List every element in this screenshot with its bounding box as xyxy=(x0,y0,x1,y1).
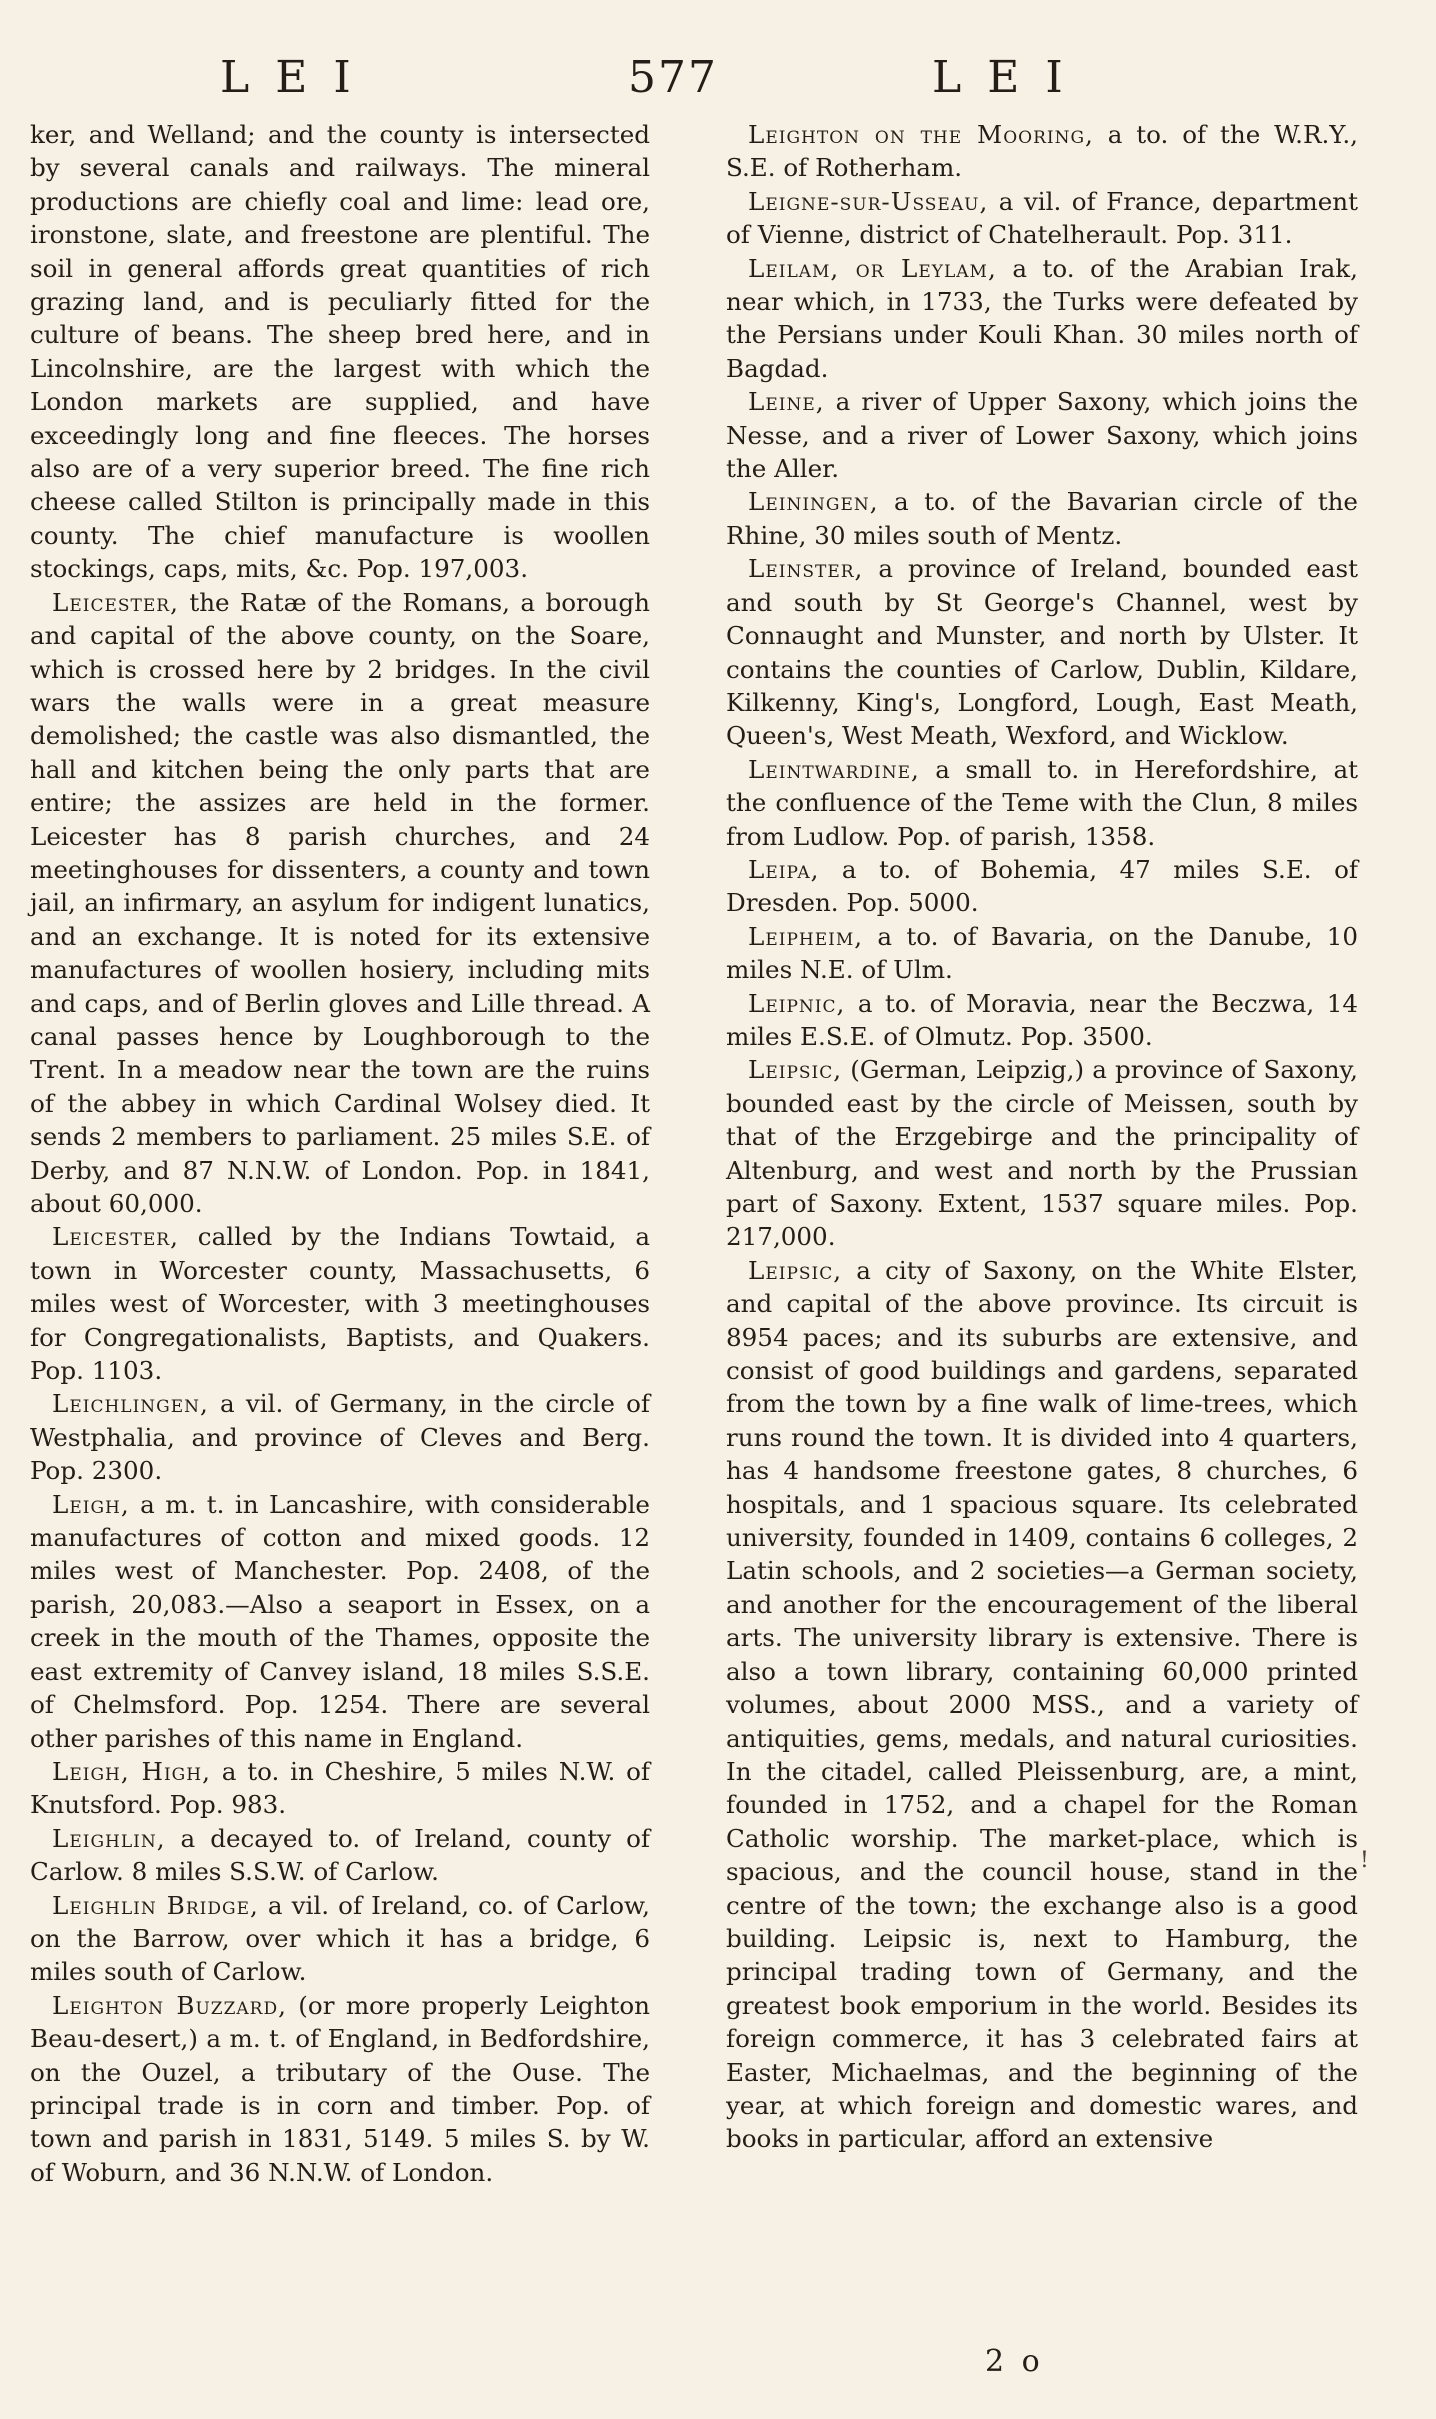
gazetteer-entry xyxy=(726,920,1358,987)
entry-headword: Leilam, or Leylam, xyxy=(748,253,997,283)
entry-headword: Leintwardine, xyxy=(748,754,920,784)
margin-mark: ! xyxy=(1360,1848,1369,1873)
entry-headword: Leipnic, xyxy=(748,988,846,1018)
entry-text: a to. of the Arabian Irak, near which, in 1733, the Turks were defeated by the Persians under Kouli Khan. 30 miles north of Bagdad. xyxy=(726,253,1359,383)
entry-headword: Leipsic, xyxy=(748,1255,843,1285)
gazetteer-entry xyxy=(726,1254,1358,2156)
entry-text: a to. of Bohemia, 47 miles S.E. of Dresden. Pop. 5000. xyxy=(726,854,1358,918)
entry-text: a to. of the W.R.Y., S.E. of Rotherham. xyxy=(726,120,1359,183)
entry-text: a m. t. in Lancashire, with considerable manufactures of cotton and mixed goods. 12 miles west of Manchester. Pop. 2408, of the parish, 20,083.—Also a seaport in Essex, on a creek in the mouth of the Thames, opposite the east extremity of Canvey island, 18 miles S.S.E. of Chelmsford. Pop. 1254. There are several other parishes of this name in England. xyxy=(30,1489,650,1753)
entry-headword: Leigh, xyxy=(52,1489,130,1519)
gazetteer-entry xyxy=(30,1989,650,2189)
gazetteer-entry xyxy=(30,1387,650,1487)
entry-headword: Leighton on the Mooring, xyxy=(748,120,1094,149)
signature-mark: 2 o xyxy=(985,2344,1044,2379)
gazetteer-entry xyxy=(726,552,1358,752)
entry-text: a river of Upper Saxony, which joins the Nesse, and a river of Lower Saxony, which joins the Aller. xyxy=(726,387,1358,484)
page-number: 577 xyxy=(628,52,718,103)
left-column xyxy=(30,118,650,2189)
entry-text: a vil. of Germany, in the circle of Westphalia, and province of Cleves and Berg. Pop. 2300. xyxy=(30,1389,650,1486)
entry-text: the Ratæ of the Romans, a borough and capital of the above county, on the Soare, which is crossed here by 2 bridges. In the civil wars the walls were in a great measure demolished; the castle was also dismantled, the hall and kitchen being the only parts that are entire; the assizes are held in the former. Leicester has 8 parish churches, and 24 meetinghouses for dissenters, a county and town jail, an infirmary, an asylum for indigent lunatics, and an exchange. It is noted for its extensive manufactures of woollen hosiery, including mits and caps, and of Berlin gloves and Lille thread. A canal passes hence by Loughborough to the Trent. In a meadow near the town are the ruins of the abbey in which Cardinal Wolsey died. It sends 2 members to parliament. 25 miles S.E. of Derby, and 87 N.N.W. of London. Pop. in 1841, about 60,000. xyxy=(30,587,650,1218)
entry-text: a decayed to. of Ireland, county of Carlow. 8 miles S.S.W. of Carlow. xyxy=(30,1823,650,1887)
entry-text: (German, Leipzig,) a province of Saxony, bounded east by the circle of Meissen, south by that of the Erzgebirge and the principality of Altenburg, and west and north by the Prussian part of Saxony. Extent, 1537 square miles. Pop. 217,000. xyxy=(726,1055,1358,1252)
entry-headword: Leigne-sur-Usseau, xyxy=(748,186,989,216)
gazetteer-entry xyxy=(726,753,1358,853)
entry-text: called by the Indians Towtaid, a town in Worcester county, Massachusetts, 6 miles west of Worcester, with 3 meetinghouses for Congregationalists, Baptists, and Quakers. Pop. 1103. xyxy=(30,1222,650,1386)
entry-headword: Leine, xyxy=(748,387,825,417)
entry-headword: Leipheim, xyxy=(748,921,864,951)
entry-text: a vil. of France, department of Vienne, district of Chatelherault. Pop. 311. xyxy=(726,186,1358,250)
gazetteer-entry xyxy=(726,1053,1358,1253)
entry-text: a to. in Cheshire, 5 miles N.W. of Knutsford. Pop. 983. xyxy=(30,1756,650,1820)
gazetteer-entry xyxy=(726,252,1358,386)
entry-text: a to. of the Bavarian circle of the Rhine, 30 miles south of Mentz. xyxy=(726,487,1358,550)
gazetteer-entry xyxy=(726,485,1358,552)
entry-headword: Leigh, High, xyxy=(52,1756,211,1786)
gazetteer-entry xyxy=(30,1822,650,1889)
gazetteer-entry xyxy=(726,987,1358,1054)
entry-headword: Leicester, xyxy=(52,587,179,617)
entry-headword: Leipsic, xyxy=(748,1055,843,1085)
entry-headword: Leighton Buzzard, xyxy=(52,1990,287,2020)
entry-headword: Leicester, xyxy=(52,1222,179,1252)
entry-text: (or more properly Leighton Beau-desert,) a m. t. of England, in Bedfordshire, on the Ouzel, a tributary of the Ouse. The principal trade is in corn and timber. Pop. of town and parish in 1831, 5149. 5 miles S. by W. of Woburn, and 36 N.N.W. of London. xyxy=(30,1990,650,2187)
gazetteer-entry xyxy=(726,853,1358,920)
entry-headword: Leipa, xyxy=(748,854,820,884)
gazetteer-entry xyxy=(30,1488,650,1755)
header-left-guide: LEI xyxy=(220,52,377,103)
gazetteer-entry xyxy=(30,1755,650,1822)
gazetteer-entry xyxy=(30,118,650,586)
running-header xyxy=(0,52,1436,112)
gazetteer-entry xyxy=(726,385,1358,485)
header-right-guide: LEI xyxy=(932,52,1089,103)
entry-text: ker, and Welland; and the county is intersected by several canals and railways. The mineral productions are chiefly coal and lime: lead ore, ironstone, slate, and freestone are plentiful. The soil in general affords great quantities of rich grazing land, and is peculiarly fitted for the culture of beans. The sheep bred here, and in Lincolnshire, are the largest with which the London markets are supplied, and have exceedingly long and fine fleeces. The horses also are of a very superior breed. The fine rich cheese called Stilton is principally made in this county. The chief manufacture is woollen stockings, caps, mits, &c. Pop. 197,003. xyxy=(30,120,650,584)
entry-headword: Leiningen, xyxy=(748,487,879,517)
gazetteer-entry xyxy=(30,1889,650,1989)
gazetteer-entry xyxy=(30,586,650,1221)
gazetteer-entry xyxy=(726,118,1358,185)
entry-headword: Leichlingen, xyxy=(52,1389,209,1419)
entry-text: a small to. in Herefordshire, at the confluence of the Teme with the Clun, 8 miles from Ludlow. Pop. of parish, 1358. xyxy=(726,754,1358,851)
entry-headword: Leighlin Bridge, xyxy=(52,1890,259,1920)
gazetteer-entry xyxy=(726,185,1358,252)
entry-text: a to. of Bavaria, on the Danube, 10 miles N.E. of Ulm. xyxy=(726,921,1358,985)
entry-headword: Leighlin, xyxy=(52,1823,166,1853)
entry-text: a city of Saxony, on the White Elster, and capital of the above province. Its circuit is 8954 paces; and its suburbs are extensive, and consist of good buildings and gardens, separated from the town by a fine walk of lime-trees, which runs round the town. It is divided into 4 quarters, has 4 handsome freestone gates, 8 churches, 6 hospitals, and 1 spacious square. Its celebrated university, founded in 1409, contains 6 colleges, 2 Latin schools, and 2 societies—a German society, and another for the encouragement of the liberal arts. The university library is extensive. There is also a town library, containing 60,000 printed volumes, about 2000 MSS., and a variety of antiquities, gems, medals, and natural curiosities. In the citadel, called Pleissenburg, are, a mint, founded in 1752, and a chapel for the Roman Catholic worship. The market-place, which is spacious, and the council house, stand in the centre of the town; the exchange also is a good building. Leipsic is, next to Hamburg, the principal trading town of Germany, and the greatest book emporium in the world. Besides its foreign commerce, it has 3 celebrated fairs at Easter, Michaelmas, and the beginning of the year, at which foreign and domestic wares, and books in particular, afford an extensive xyxy=(726,1255,1358,2154)
right-column xyxy=(726,118,1358,2156)
entry-text: a province of Ireland, bounded east and south by St George's Channel, west by Connaught and Munster, and north by Ulster. It contains the counties of Carlow, Dublin, Kildare, Kilkenny, King's, Longford, Lough, East Meath, Queen's, West Meath, Wexford, and Wicklow. xyxy=(726,554,1358,751)
entry-text: a to. of Moravia, near the Beczwa, 14 miles E.S.E. of Olmutz. Pop. 3500. xyxy=(726,988,1358,1051)
entry-text: a vil. of Ireland, co. of Carlow, on the Barrow, over which it has a bridge, 6 miles south of Carlow. xyxy=(30,1890,650,1987)
gazetteer-entry xyxy=(30,1220,650,1387)
entry-headword: Leinster, xyxy=(748,554,864,584)
